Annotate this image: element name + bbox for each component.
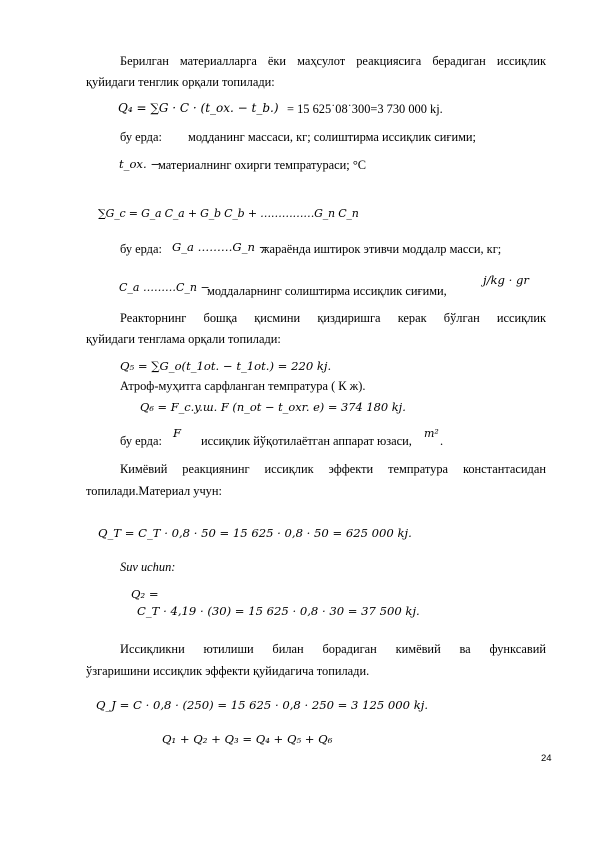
where-text-1: модданинг массаси, кг; солиштирма иссиқлик сиғими; bbox=[188, 130, 476, 144]
equation-sum-gc: ∑G_c = G_a C_a + G_b C_b + ……………G_n C_n bbox=[98, 207, 359, 220]
environment-text: Атроф-муҳитга сарфланган темпратура ( К ж). bbox=[120, 379, 366, 393]
paragraph-2-line-1: Реакторнинг бошқа қисмини қиздиришга керак бўлган иссиқлик bbox=[120, 311, 546, 325]
ga-gn-description: жараёнда иштирок этивчи моддалр масси, кг; bbox=[261, 242, 502, 256]
paragraph-1-line-1: Берилган материалларга ёки маҳсулот реакциясига берадиган иссиқлик bbox=[120, 54, 546, 68]
ca-cn-symbol: C_a ………C_n − bbox=[119, 281, 210, 294]
ca-cn-description: моддаларнинг солиштирма иссиқлик сиғими, bbox=[207, 284, 447, 298]
paragraph-3-line-1: Кимёвий реакциянинг иссиқлик эффекти темпратура константасидан bbox=[120, 462, 546, 476]
area-unit: m² bbox=[424, 427, 439, 440]
tox-symbol: t_ox. − bbox=[119, 157, 161, 171]
paragraph-3-line-2: топилади.Материал учун: bbox=[86, 484, 222, 498]
equation-q6: Q₆ = F_c.y.ш. F (n_ot − t_oxr. e) = 374 180 kj. bbox=[140, 400, 406, 414]
equation-qj: Q_J = C · 0,8 · (250) = 15 625 · 0,8 · 250 = 3 125 000 kj. bbox=[96, 698, 429, 712]
f-description-end: . bbox=[440, 434, 444, 448]
where-label-3: бу ерда: bbox=[120, 434, 162, 448]
equation-q5: Q₅ = ∑G_o(t_1ot. − t_1ot.) = 220 kj. bbox=[120, 359, 332, 373]
equation-q2: C_T · 4,19 · (30) = 15 625 · 0,8 · 30 = 37 500 kj. bbox=[137, 604, 420, 618]
water-label: Suv uchun: bbox=[120, 560, 176, 574]
tox-description: материалнинг охирги темпратураси; °С bbox=[158, 158, 367, 172]
equation-q4-result: = 15 625˙08˙300=3 730 000 kj. bbox=[287, 102, 443, 116]
paragraph-2-line-2: қуйидаги тенглама орқали топилади: bbox=[86, 332, 281, 346]
specific-heat-unit: j/kg · gr bbox=[483, 273, 529, 287]
paragraph-1-line-2: қуйидаги тенглик орқали топилади: bbox=[86, 75, 275, 89]
equation-qt: Q_T = C_T · 0,8 · 50 = 15 625 · 0,8 · 50 = 625 000 kj. bbox=[98, 526, 412, 540]
equation-q2-label: Q₂ = bbox=[131, 587, 159, 601]
paragraph-4-line-2: ўзгаришини иссиқлик эффекти қуйидагича топилади. bbox=[86, 664, 370, 678]
equation-q4: Q₄ = ∑G · C · (t_ox. − t_b.) bbox=[118, 101, 279, 115]
f-symbol: F bbox=[173, 426, 182, 440]
f-description: иссиқлик йўқотилаётган аппарат юзаси, bbox=[201, 434, 412, 448]
where-label-2: бу ерда: bbox=[120, 242, 162, 256]
where-label-1: бу ерда: bbox=[120, 130, 162, 144]
equation-heat-balance: Q₁ + Q₂ + Q₃ = Q₄ + Q₅ + Q₆ bbox=[162, 732, 333, 746]
page-number: 24 bbox=[541, 753, 552, 764]
ga-gn-symbol: G_a ………G_n − bbox=[172, 240, 269, 254]
paragraph-4-line-1: Иссиқликни ютилиши билан борадиган кимёвий ва функсавий bbox=[120, 642, 546, 656]
